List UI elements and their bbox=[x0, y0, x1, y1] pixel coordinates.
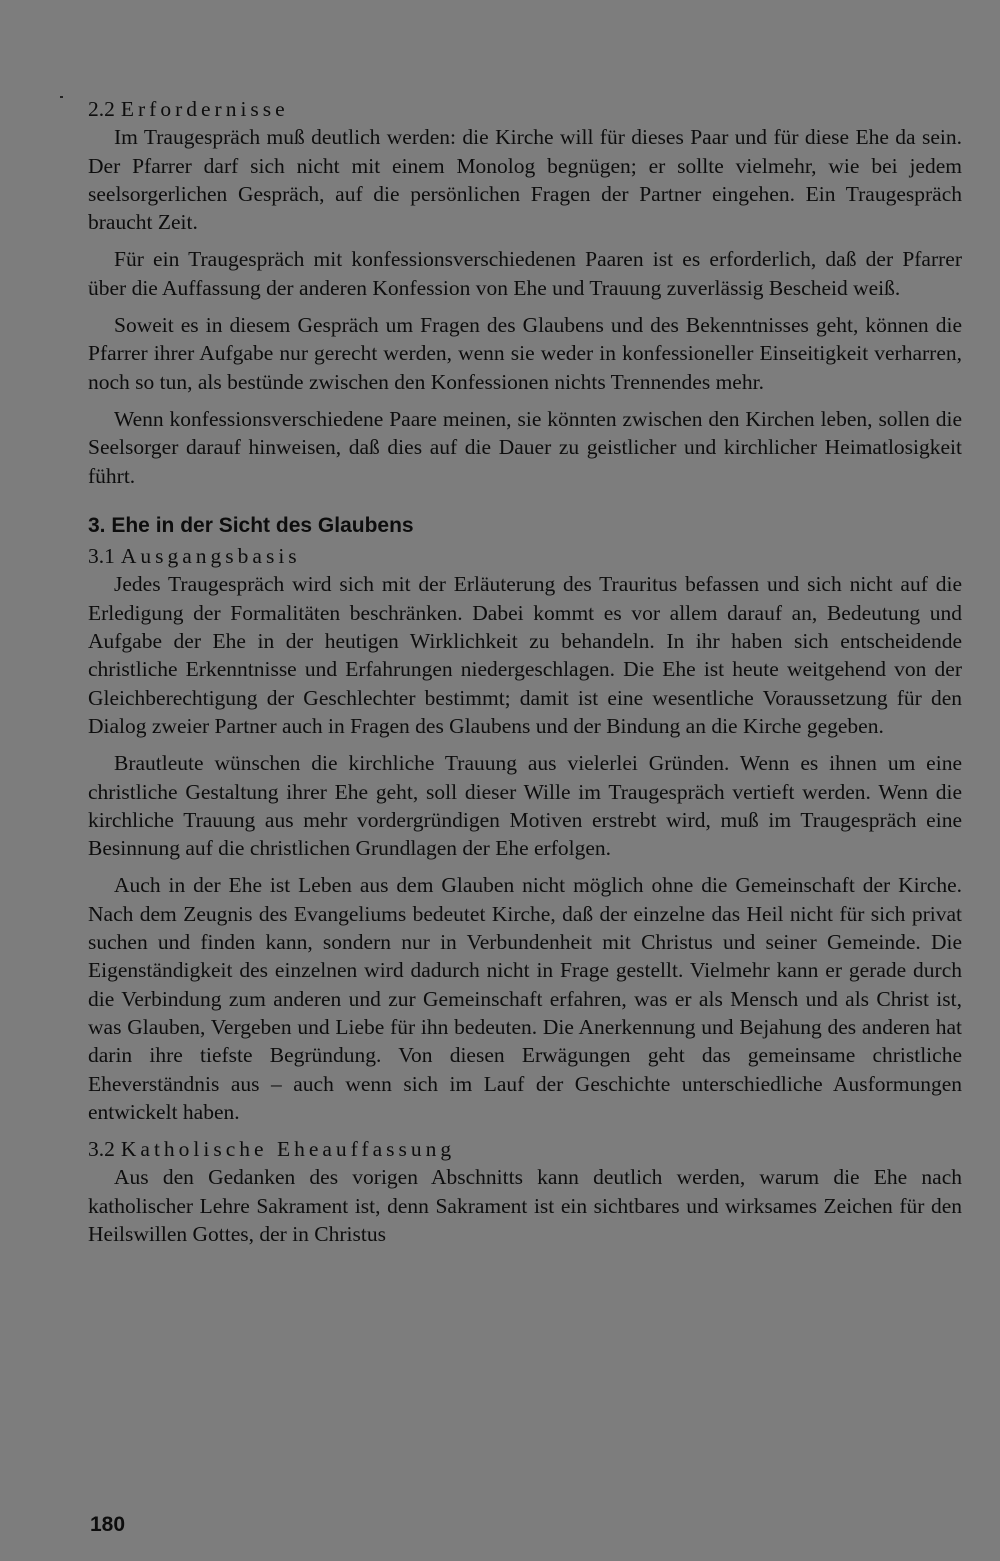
scan-speck bbox=[60, 96, 63, 98]
paragraph: Aus den Gedanken des vorigen Abschnitts kann deutlich werden, warum die Ehe nach katholischer Lehre Sakrament ist, denn Sakrament ist ein sichtbares und wirksames Zeichen für den Heilswillen Gottes, der in Christus bbox=[88, 1165, 962, 1246]
section-number: 3.1 bbox=[88, 544, 115, 569]
paragraph: Für ein Traugespräch mit konfessionsverschiedenen Paaren ist es erforderlich, daß der Pfarrer über die Auffassung der anderen Konfession von Ehe und Trauung zuverlässig Bescheid weiß. bbox=[88, 247, 962, 300]
paragraph: Auch in der Ehe ist Leben aus dem Glauben nicht möglich ohne die Gemeinschaft der Kirche. Nach dem Zeugnis des Evangeliums bedeutet Kirche, daß der einzelne das Heil nicht für sich privat suchen und finden kann, sondern nur in Verbundenheit mit Christus und seiner Gemeinde. Die Eigenständigkeit des einzelnen wird dadurch nicht in Frage gestellt. Vielmehr kann er gerade durch die Verbindung zum anderen und zur Gemeinschaft erfahren, was er als Mensch und als Christ ist, was Glauben, Vergeben und Liebe für ihn bedeuten. Die Anerkennung und Bejahung des anderen hat darin ihre tiefste Begründung. Von diesen Erwägungen geht das gemeinsame christliche Eheverständnis aus – auch wenn sich im Lauf der Geschichte unterschiedliche Ausformungen entwickelt haben. bbox=[88, 873, 962, 1124]
paragraph: Soweit es in diesem Gespräch um Fragen des Glaubens und des Bekenntnisses geht, können die Pfarrer ihrer Aufgabe nur gerecht werden, wenn sie weder in konfessioneller Einseitigkeit verharren, noch so tun, als bestünde zwischen den Konfessionen nichts Trennendes mehr. bbox=[88, 313, 962, 394]
paragraph: Im Traugespräch muß deutlich werden: die Kirche will für dieses Paar und für diese Ehe da sein. Der Pfarrer darf sich nicht mit einem Monolog begnügen; er sollte vielmehr, wie bei jedem seelsorgerlichen Gespräch, auf die persönlichen Fragen der Partner eingehen. Ein Traugespräch braucht Zeit. bbox=[88, 125, 962, 235]
section-heading-3-1 bbox=[88, 542, 962, 570]
page-number: 180 bbox=[90, 1513, 126, 1536]
paragraph: Brautleute wünschen die kirchliche Trauung aus vielerlei Gründen. Wenn es ihnen um eine christliche Gestaltung ihrer Ehe geht, soll dieser Wille im Traugespräch vertieft werden. Wenn die kirchliche Trauung aus mehr vordergründigen Motiven erstrebt wird, muß im Traugespräch eine Besinnung auf die christlichen Grundlagen der Ehe erfolgen. bbox=[88, 751, 962, 861]
section-title: Katholische Eheauffassung bbox=[120, 1137, 456, 1162]
section-number: 3.2 bbox=[88, 1137, 115, 1162]
section-heading-2-2 bbox=[88, 95, 962, 123]
paragraph: Jedes Traugespräch wird sich mit der Erläuterung des Trauritus befassen und sich nicht auf die Erledigung der Formalitäten beschränken. Dabei kommt es vor allem darauf an, Bedeutung und Aufgabe der Ehe in der heutigen Wirklichkeit zu behandeln. In ihr haben sich entscheidende christliche Erkenntnisse und Erfahrungen niedergeschlagen. Die Ehe ist heute weitgehend von der Gleichberechtigung der Geschlechter bestimmt; damit ist eine wesentliche Voraussetzung für den Dialog zweier Partner auch in Fragen des Glaubens und der Bindung an die Kirche gegeben. bbox=[88, 572, 962, 738]
section-number: 2.2 bbox=[88, 97, 115, 121]
section-title: Ausgangsbasis bbox=[120, 544, 301, 569]
section-title: Erfordernisse bbox=[120, 97, 289, 121]
chapter-heading-3: 3. Ehe in der Sicht des Glaubens bbox=[88, 513, 414, 537]
section-heading-3-2 bbox=[88, 1135, 962, 1163]
paragraph: Wenn konfessionsverschiedene Paare meinen, sie könnten zwischen den Kirchen leben, sollen die Seelsorger darauf hinweisen, daß dies auf die Dauer zu geistlicher und kirchlicher Heimatlosigkeit führt. bbox=[88, 406, 962, 488]
book-page bbox=[88, 95, 962, 1257]
